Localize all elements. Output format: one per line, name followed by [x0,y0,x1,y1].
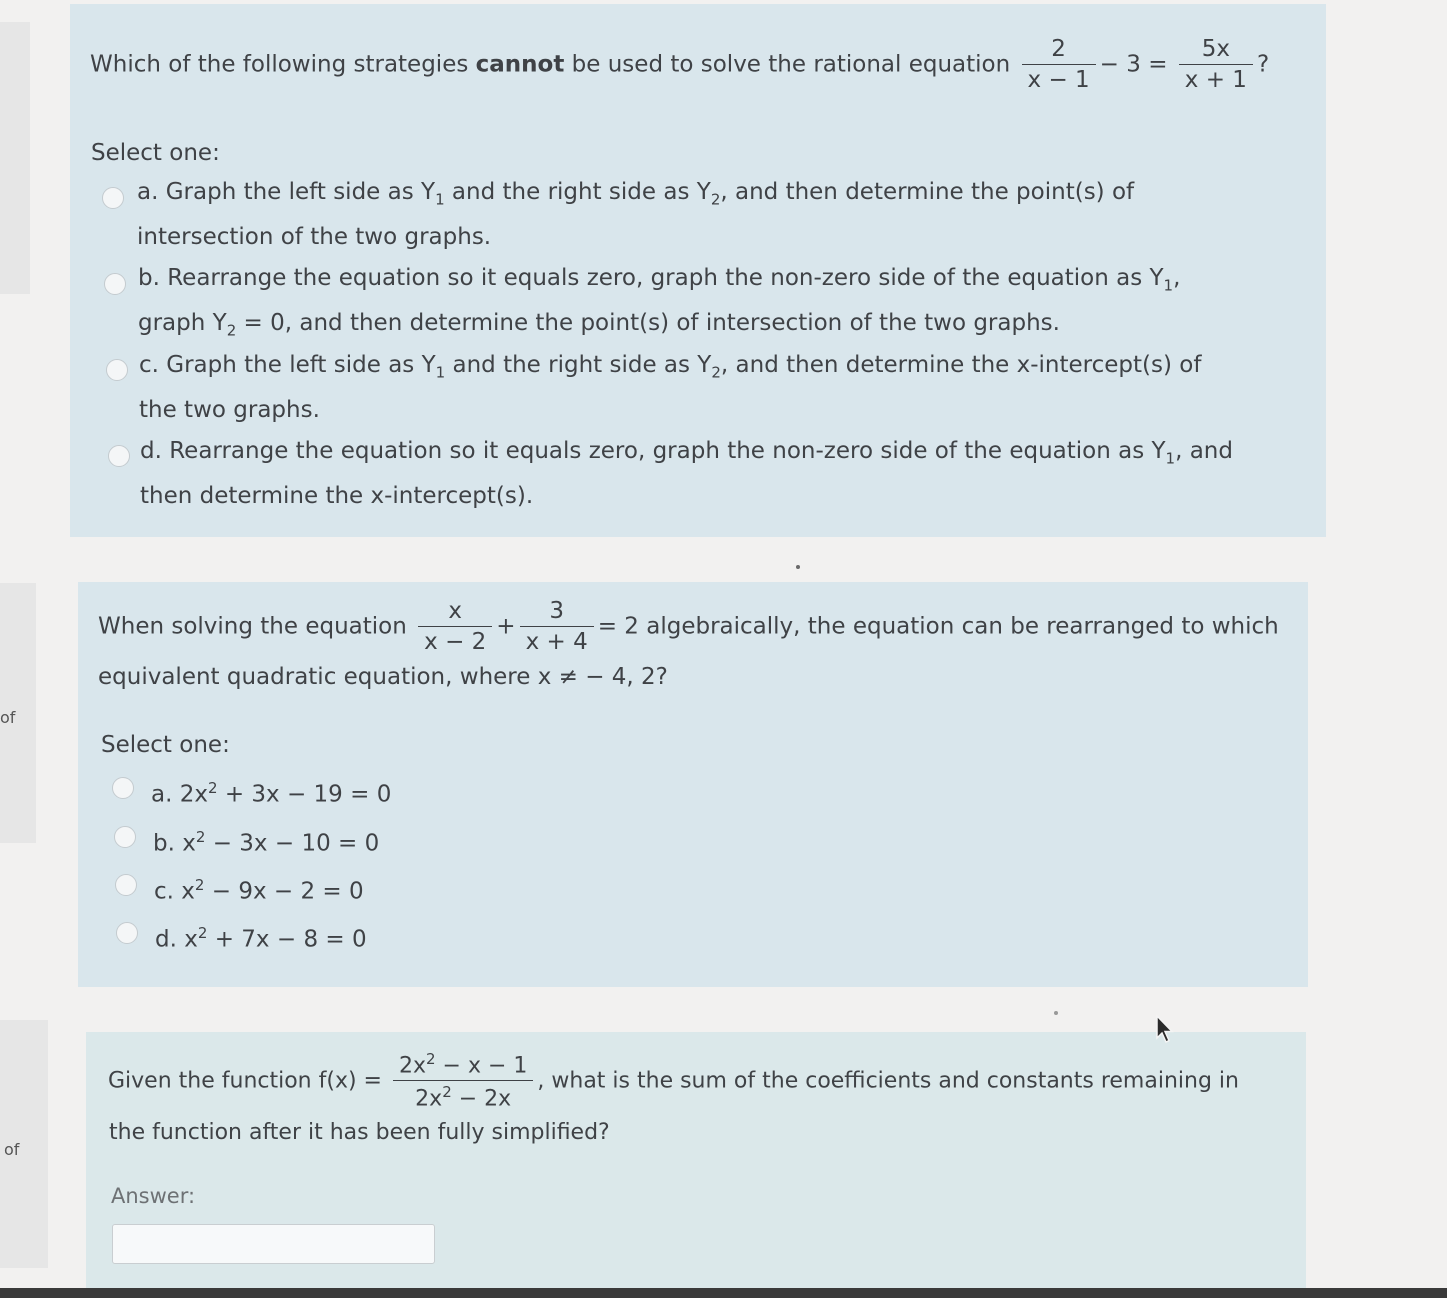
q2-prompt-before: When solving the equation [98,613,407,640]
q1-eq-end: ? [1256,51,1270,78]
q3-den-b: − 2x [451,1086,512,1112]
q1-d-sub1: 1 [1165,449,1176,468]
q2-frac1-den: x − 2 [424,629,487,655]
q1-c-letter: c. [139,352,159,378]
q1-d-line1: Rearrange the equation so it equals zero, graph the non-zero side of the equation as Y [169,438,1166,464]
q2-b-text-b: − 3x − 10 = 0 [205,830,380,857]
q1-a-sub1: 1 [435,190,445,209]
q1-option-a[interactable] [137,174,1134,256]
q1-a-mid1: and the right side as Y [444,179,711,205]
q2-d-text-a: x [184,926,198,953]
q3-den-a: 2x [415,1086,443,1112]
q2-prompt-line2: equivalent quadratic equation, where x ≠ − 4, 2? [98,664,668,690]
q1-c-line1: Graph the left side as Y [166,352,436,378]
q2-frac2-num: 3 [520,600,594,627]
mouse-cursor-icon [1155,1014,1175,1044]
q1-c-line2: the two graphs. [139,396,320,423]
q2-d-text-b: + 7x − 8 = 0 [207,926,367,953]
q2-b-text-a: x [182,830,196,857]
q1-c-sub1: 1 [435,363,446,382]
q1-a-line1: Graph the left side as Y [165,179,436,205]
q1-prompt-before: Which of the following strategies [90,51,476,78]
q1-frac1-den: x − 1 [1027,67,1090,93]
q2-option-b[interactable] [153,819,379,863]
bottom-edge-bar [0,1288,1447,1298]
q1-option-b-radio[interactable] [104,273,126,295]
q3-prompt-line2: the function after it has been fully simplified? [109,1120,610,1145]
screen-speck-1 [796,565,800,569]
q1-b-end1: , [1173,265,1181,291]
question-3-prompt [108,1052,1239,1111]
q2-option-d[interactable] [155,915,367,959]
q2-option-b-radio[interactable] [114,826,136,848]
q1-a-line2: intersection of the two graphs. [137,223,492,250]
q1-d-end1: , and [1175,438,1233,464]
q2-eq-plus: + [496,613,516,640]
q1-option-d-radio[interactable] [108,445,130,467]
q1-prompt-bold: cannot [475,51,565,78]
q3-num-b: − x − 1 [435,1053,528,1079]
q1-d-letter: d. [140,438,162,464]
q1-b-line2b: = 0, and then determine the point(s) of intersection of the two graphs. [236,309,1060,336]
q2-prompt-after: = 2 algebraically, the equation can be rearranged to which [597,613,1279,640]
q1-c-mid1: and the right side as Y [445,352,712,378]
q2-fraction-1 [418,600,492,654]
q2-b-letter: b. [153,830,175,857]
q2-a-text-a: 2x [179,781,208,808]
q1-c-sub2: 2 [711,363,721,382]
side-label-of-1: of [0,708,16,727]
q3-num-exp: 2 [426,1050,436,1068]
q1-b-line1: Rearrange the equation so it equals zero, graph the non-zero side of the equation as Y [167,265,1164,291]
q2-d-exp: 2 [197,924,208,942]
q2-c-text-b: − 9x − 2 = 0 [204,878,364,905]
q1-b-sub1: 1 [1163,276,1174,295]
q2-option-d-radio[interactable] [116,922,138,944]
q1-frac2-den: x + 1 [1184,67,1247,93]
q1-a-end1: , and then determine the point(s) of [720,179,1135,205]
q2-d-letter: d. [155,926,177,953]
q1-prompt-after: be used to solve the rational equation [564,51,1011,78]
q1-fraction-2 [1179,38,1253,92]
q3-frac-num [393,1052,533,1081]
q1-frac1-num: 2 [1022,38,1096,65]
answer-label: Answer: [111,1184,196,1208]
question-1-prompt [90,38,1269,92]
q3-prompt-before: Given the function f(x) = [108,1068,382,1094]
q1-select-one-label: Select one: [91,140,220,166]
q1-option-b[interactable] [138,260,1180,349]
q3-num-a: 2x [398,1053,426,1079]
q1-a-sub2: 2 [710,190,721,209]
q3-frac-den [393,1081,533,1110]
q2-option-a-radio[interactable] [112,777,134,799]
q2-c-text-a: x [181,878,195,905]
q2-option-a[interactable] [151,770,391,814]
screen-speck-2 [1054,1011,1058,1015]
q1-b-sub2: 2 [226,321,237,340]
q1-c-end1: , and then determine the x-intercept(s) of [720,352,1202,378]
q2-a-exp: 2 [207,779,218,797]
q2-option-c[interactable] [154,867,364,911]
q2-select-one-label: Select one: [101,732,230,758]
q1-b-line2a: graph Y [138,309,227,336]
side-tab-1 [0,22,30,294]
q1-frac2-num: 5x [1179,38,1253,65]
q2-frac1-num: x [418,600,492,627]
q2-a-text-b: + 3x − 19 = 0 [217,781,392,808]
q2-option-c-radio[interactable] [115,874,137,896]
q1-eq-middle: − 3 = [1099,51,1168,78]
q2-c-letter: c. [154,878,174,905]
q1-a-letter: a. [137,179,159,205]
q1-option-d[interactable] [140,433,1233,515]
q1-option-c[interactable] [139,347,1201,429]
q2-frac2-den: x + 4 [525,629,588,655]
answer-input[interactable] [112,1224,435,1264]
q2-fraction-2 [520,600,594,654]
question-2-prompt [98,600,1279,654]
q2-b-exp: 2 [195,828,206,846]
q3-den-exp: 2 [442,1083,452,1102]
q1-d-line2: then determine the x-intercept(s). [140,482,534,509]
q1-option-a-radio[interactable] [102,187,124,209]
q2-c-exp: 2 [194,876,205,894]
q3-prompt-after: , what is the sum of the coefficients and constants remaining in [537,1068,1239,1094]
q1-option-c-radio[interactable] [106,359,128,381]
q3-fraction [393,1052,533,1111]
q2-a-letter: a. [151,781,173,808]
q1-b-letter: b. [138,265,160,291]
q1-fraction-1 [1022,38,1096,92]
side-label-of-2: of [4,1140,20,1159]
